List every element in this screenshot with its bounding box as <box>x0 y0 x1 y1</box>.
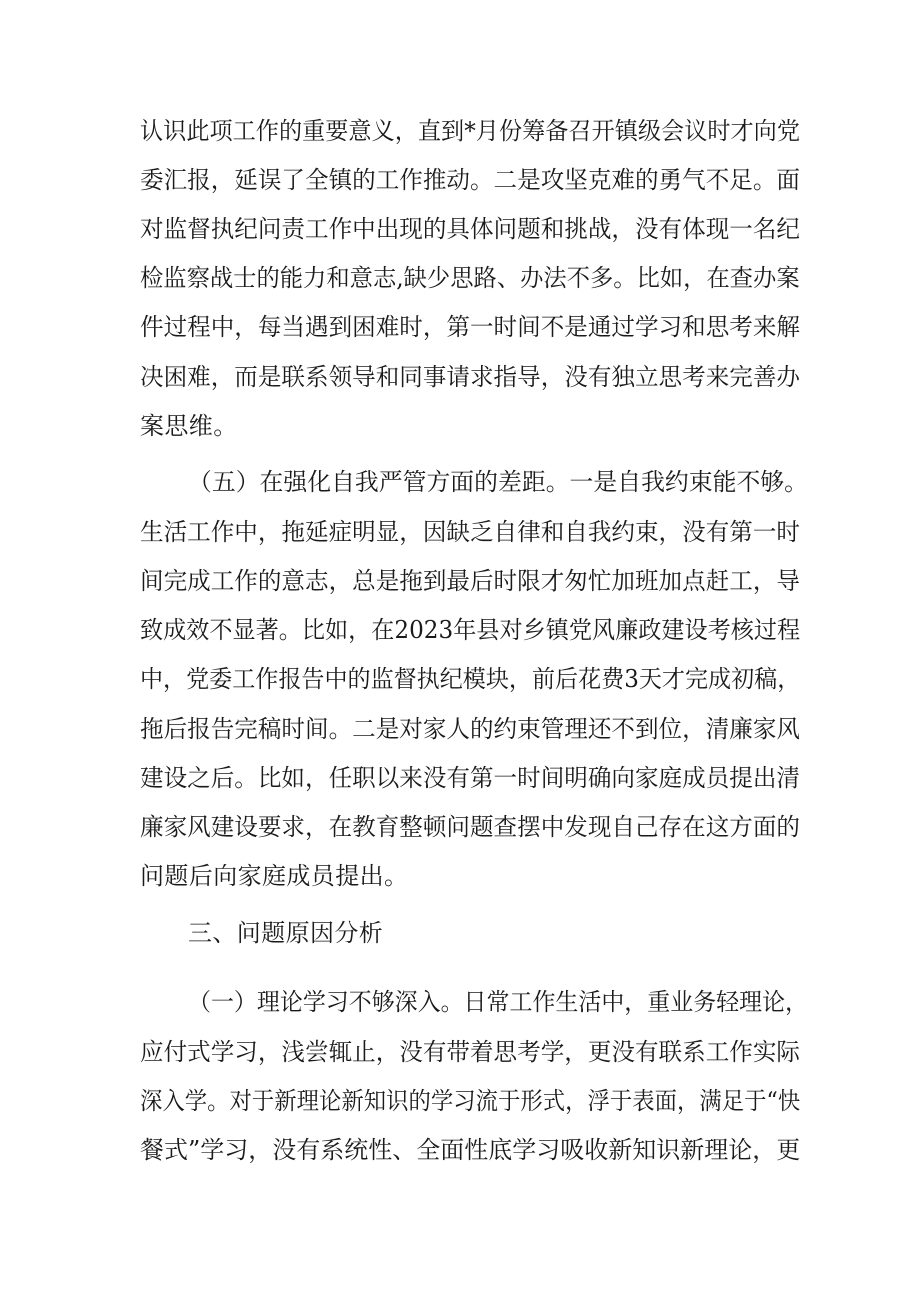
text-line: 间完成工作的意志，总是拖到最后时限才匆忙加班加点赶工，导 <box>140 567 800 595</box>
text-line: 检监察战士的能力和意志,缺少思路、办法不多。比如，在查办案 <box>140 264 800 292</box>
text-line: 问题后向家庭成员提出。 <box>140 862 409 890</box>
text-line: 应付式学习，浅尝辄止，没有带着思考学，更没有联系工作实际 <box>140 1038 800 1066</box>
chapter-heading: 三、问题原因分析 <box>188 919 384 947</box>
text-line: 案思维。 <box>140 412 238 440</box>
text-line: 对监督执纪问责工作中出现的具体问题和挑战，没有体现一名纪 <box>140 215 800 243</box>
text-line: 拖后报告完稿时间。二是对家人的约束管理还不到位，清廉家风 <box>140 715 800 743</box>
text-line: 生活工作中，拖延症明显，因缺乏自律和自我约束，没有第一时 <box>140 518 800 546</box>
text-line: 深入学。对于新理论新知识的学习流于形式，浮于表面，满足于“快 <box>140 1087 801 1115</box>
text-line: 决困难，而是联系领导和同事请求指导，没有独立思考来完善办 <box>140 363 800 391</box>
section-heading-line: （一）理论学习不够深入。日常工作生活中，重业务轻理论， <box>188 988 809 1016</box>
text-line: 件过程中，每当遇到困难时，第一时间不是通过学习和思考来解 <box>140 313 800 341</box>
text-line: 致成效不显著。比如，在2023年县对乡镇党风廉政建设考核过程 <box>140 616 801 644</box>
text-line: 廉家风建设要求，在教育整顿问题查摆中发现自己存在这方面的 <box>140 813 800 841</box>
text-line: 委汇报，延误了全镇的工作推动。二是攻坚克难的勇气不足。面 <box>140 166 800 194</box>
text-line: 建设之后。比如，任职以来没有第一时间明确向家庭成员提出清 <box>140 764 800 792</box>
section-heading-line: （五）在强化自我严管方面的差距。一是自我约束能不够。 <box>188 468 809 496</box>
text-line: 中，党委工作报告中的监督执纪模块，前后花费3天才完成初稿， <box>140 665 801 693</box>
text-line: 餐式”学习，没有系统性、全面性底学习吸收新知识新理论，更 <box>140 1136 801 1164</box>
text-line: 认识此项工作的重要意义，直到*月份筹备召开镇级会议时才向党 <box>140 117 800 145</box>
